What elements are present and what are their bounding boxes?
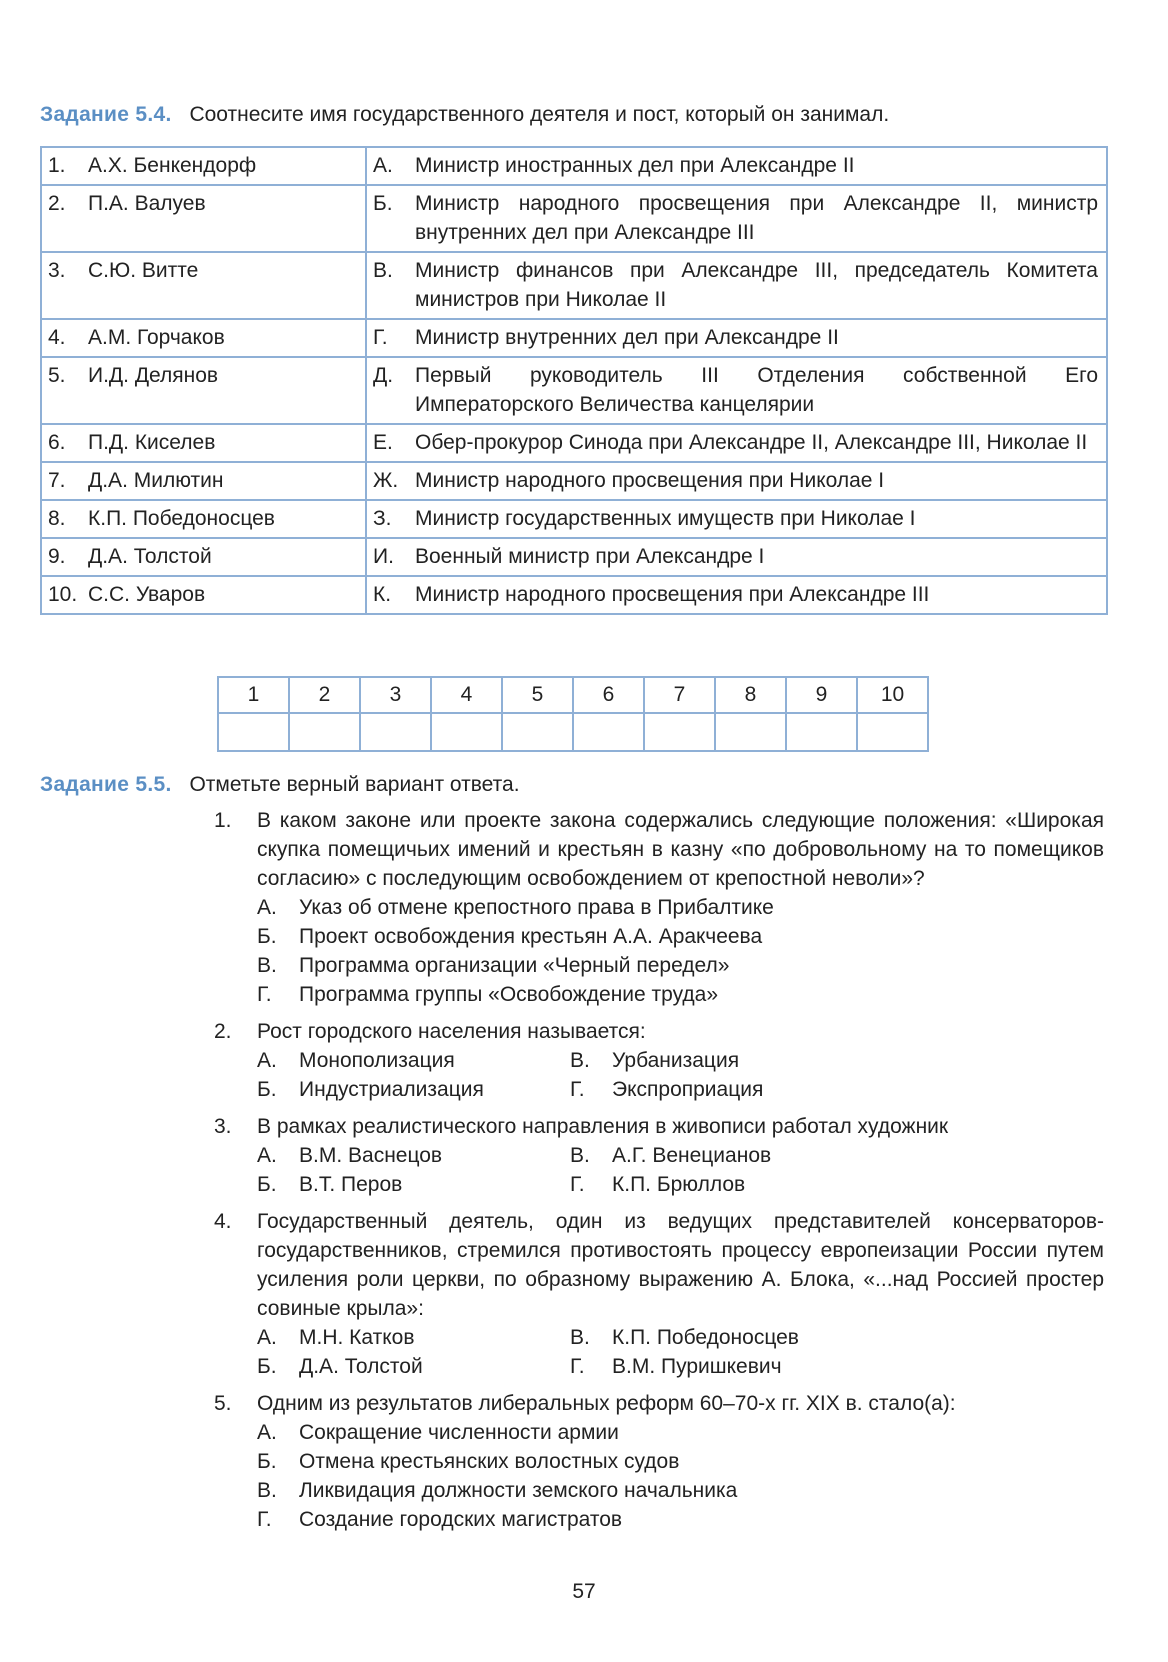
post-text: Министр внутренних дел при Александре II: [415, 326, 839, 349]
answer-header-cell: 6: [573, 677, 644, 713]
post-letter: И.: [373, 545, 394, 568]
answer-input-cell[interactable]: [573, 713, 644, 751]
option-letter: Б.: [257, 1173, 277, 1196]
answer-grid-blank-row: [218, 713, 928, 751]
answer-header-cell: 5: [502, 677, 573, 713]
option-letter: Г.: [570, 1173, 585, 1196]
post-cell: [366, 357, 1107, 424]
option-text: М.Н. Катков: [299, 1326, 415, 1349]
row-number: 9.: [48, 545, 66, 568]
name-cell: [41, 576, 366, 614]
task-5-4-heading: [40, 102, 889, 128]
option-letter: Б.: [257, 1355, 277, 1378]
option-text: Индустриализация: [299, 1078, 484, 1101]
option-text: Создание городских магистратов: [299, 1508, 623, 1531]
post-cell: [366, 185, 1107, 252]
statesman-name: А.М. Горчаков: [88, 326, 225, 349]
answer-option[interactable]: [570, 1323, 1104, 1352]
option-letter: В.: [570, 1144, 590, 1167]
statesman-name: П.А. Валуев: [88, 192, 206, 215]
row-number: 3.: [48, 259, 66, 282]
option-text: Д.А. Толстой: [299, 1355, 423, 1378]
option-letter: Б.: [257, 925, 277, 948]
row-number: 7.: [48, 469, 66, 492]
post-letter: Ж.: [373, 469, 399, 492]
post-letter: В.: [373, 259, 393, 282]
task-5-5-heading: [40, 772, 520, 798]
table-row: [41, 252, 1107, 319]
answer-header-cell: 7: [644, 677, 715, 713]
answer-option[interactable]: [257, 1447, 1104, 1476]
question-number: 2.: [214, 1020, 232, 1043]
statesman-name: Д.А. Милютин: [88, 469, 224, 492]
matching-table: [40, 146, 1108, 615]
answer-input-cell[interactable]: [857, 713, 928, 751]
name-cell: [41, 462, 366, 500]
post-cell: [366, 500, 1107, 538]
row-number: 4.: [48, 326, 66, 349]
answer-option[interactable]: [257, 1075, 570, 1104]
option-text: В.Т. Перов: [299, 1173, 403, 1196]
option-letter: В.: [257, 1479, 277, 1502]
options-group: [257, 1323, 1104, 1381]
name-cell: [41, 185, 366, 252]
option-text: Проект освобождения крестьян А.А. Аракчеева: [299, 925, 763, 948]
post-text: Военный министр при Александре I: [415, 545, 765, 568]
option-letter: Б.: [257, 1450, 277, 1473]
post-cell: [366, 462, 1107, 500]
answer-option[interactable]: [257, 1323, 570, 1352]
table-row: [41, 424, 1107, 462]
answer-input-cell[interactable]: [289, 713, 360, 751]
option-letter: А.: [257, 1144, 277, 1167]
task-5-5-instruction: Отметьте верный вариант ответа.: [189, 773, 520, 796]
table-row: [41, 462, 1107, 500]
options-group: [257, 893, 1104, 1009]
table-row: [41, 357, 1107, 424]
question-item: [214, 806, 1104, 1009]
table-row: [41, 319, 1107, 357]
option-text: В.М. Васнецов: [299, 1144, 443, 1167]
option-letter: В.: [257, 954, 277, 977]
post-letter: Г.: [373, 326, 388, 349]
post-letter: К.: [373, 583, 392, 606]
option-letter: В.: [570, 1326, 590, 1349]
post-cell: [366, 538, 1107, 576]
post-cell: [366, 576, 1107, 614]
option-text: Урбанизация: [612, 1049, 740, 1072]
answer-input-cell[interactable]: [786, 713, 857, 751]
row-number: 8.: [48, 507, 66, 530]
row-number: 1.: [48, 154, 66, 177]
options-group: [257, 1141, 1104, 1199]
name-cell: [41, 500, 366, 538]
question-item: [214, 1207, 1104, 1381]
question-text: В каком законе или проекте закона содержались следующие положения: «Широкая скупка помещичьих имений и крестьян в казну «по добровольному на то помещиков согласию» с последующим освобождением от крепостной неволи»?: [257, 809, 1104, 890]
answer-grid: [217, 676, 929, 752]
row-number: 10.: [48, 583, 78, 606]
answer-option[interactable]: [257, 1476, 1104, 1505]
post-letter: Д.: [373, 364, 394, 387]
answer-option[interactable]: [257, 980, 1104, 1009]
question-number: 5.: [214, 1392, 232, 1415]
option-text: Экспроприация: [612, 1078, 764, 1101]
question-text: Рост городского населения называется:: [257, 1020, 646, 1043]
post-text: Министр государственных имуществ при Николае I: [415, 507, 916, 530]
answer-input-cell[interactable]: [218, 713, 289, 751]
answer-option[interactable]: [257, 922, 1104, 951]
table-row: [41, 500, 1107, 538]
options-group: [257, 1418, 1104, 1534]
answer-option[interactable]: [257, 1352, 570, 1381]
name-cell: [41, 538, 366, 576]
option-letter: Г.: [570, 1355, 585, 1378]
answer-input-cell[interactable]: [431, 713, 502, 751]
answer-header-cell: 4: [431, 677, 502, 713]
question-text: Одним из результатов либеральных реформ 60–70-х гг. XIX в. стало(а):: [257, 1392, 956, 1415]
question-item: [214, 1389, 1104, 1534]
row-number: 2.: [48, 192, 66, 215]
option-text: К.П. Победоносцев: [612, 1326, 799, 1349]
name-cell: [41, 319, 366, 357]
option-text: Монополизация: [299, 1049, 455, 1072]
name-cell: [41, 424, 366, 462]
post-text: Министр народного просвещения при Александре II, министр внутренних дел при Александре III: [415, 192, 1098, 244]
answer-header-cell: 3: [360, 677, 431, 713]
task-5-5-label: Задание 5.5.: [40, 773, 172, 796]
option-letter: Г.: [257, 1508, 272, 1531]
name-cell: [41, 357, 366, 424]
answer-input-cell[interactable]: [644, 713, 715, 751]
option-text: В.М. Пуришкевич: [612, 1355, 782, 1378]
post-letter: Е.: [373, 431, 393, 454]
option-text: Указ об отмене крепостного права в Прибалтике: [299, 896, 774, 919]
page-number: 57: [572, 1580, 596, 1603]
table-row: [41, 147, 1107, 185]
answer-option[interactable]: [257, 1046, 570, 1075]
question-text: В рамках реалистического направления в живописи работал художник: [257, 1115, 949, 1138]
post-text: Министр иностранных дел при Александре II: [415, 154, 855, 177]
post-letter: Б.: [373, 192, 393, 215]
question-number: 1.: [214, 809, 232, 832]
post-cell: [366, 147, 1107, 185]
answer-option[interactable]: [570, 1141, 1104, 1170]
post-cell: [366, 319, 1107, 357]
post-cell: [366, 252, 1107, 319]
option-letter: А.: [257, 1326, 277, 1349]
option-letter: А.: [257, 1421, 277, 1444]
table-row: [41, 576, 1107, 614]
post-text: Первый руководитель III Отделения собственной Его Императорского Величества канцелярии: [415, 364, 1098, 416]
name-cell: [41, 147, 366, 185]
statesman-name: Д.А. Толстой: [88, 545, 212, 568]
row-number: 5.: [48, 364, 66, 387]
answer-option[interactable]: [257, 893, 1104, 922]
answer-option[interactable]: [257, 1170, 570, 1199]
statesman-name: С.Ю. Витте: [88, 259, 199, 282]
option-letter: Г.: [570, 1078, 585, 1101]
option-text: Сокращение численности армии: [299, 1421, 619, 1444]
option-letter: В.: [570, 1049, 590, 1072]
question-item: [214, 1112, 1104, 1199]
table-row: [41, 185, 1107, 252]
answer-option[interactable]: [570, 1075, 1104, 1104]
option-letter: Б.: [257, 1078, 277, 1101]
option-letter: А.: [257, 896, 277, 919]
option-text: К.П. Брюллов: [612, 1173, 746, 1196]
answer-header-cell: 1: [218, 677, 289, 713]
answer-option[interactable]: [570, 1352, 1104, 1381]
answer-header-cell: 10: [857, 677, 928, 713]
task-5-4-label: Задание 5.4.: [40, 103, 172, 126]
question-text: Государственный деятель, один из ведущих представителей консерваторов-государственников, стремился противостоять процессу европеизации России путем усиления роли церкви, по образному выражению А. Блока, «...над Россией простер совиные крыла»:: [257, 1210, 1104, 1320]
option-text: Программа группы «Освобождение труда»: [299, 983, 719, 1006]
row-number: 6.: [48, 431, 66, 454]
statesman-name: К.П. Победоносцев: [88, 507, 275, 530]
question-number: 4.: [214, 1210, 232, 1233]
answer-option[interactable]: [570, 1170, 1104, 1199]
answer-option[interactable]: [257, 1418, 1104, 1447]
task-5-4-instruction: Соотнесите имя государственного деятеля и пост, который он занимал.: [189, 103, 890, 126]
question-item: [214, 1017, 1104, 1104]
answer-option[interactable]: [257, 1505, 1104, 1534]
answer-option[interactable]: [257, 951, 1104, 980]
option-text: Программа организации «Черный передел»: [299, 954, 730, 977]
options-group: [257, 1046, 1104, 1104]
question-number: 3.: [214, 1115, 232, 1138]
answer-input-cell[interactable]: [360, 713, 431, 751]
post-text: Обер-прокурор Синода при Александре II, Александре III, Николае II: [415, 431, 1088, 454]
statesman-name: П.Д. Киселев: [88, 431, 216, 454]
answer-input-cell[interactable]: [715, 713, 786, 751]
post-text: Министр народного просвещения при Александре III: [415, 583, 930, 606]
option-text: Отмена крестьянских волостных судов: [299, 1450, 680, 1473]
post-cell: [366, 424, 1107, 462]
post-letter: З.: [373, 507, 392, 530]
answer-option[interactable]: [257, 1141, 570, 1170]
answer-header-cell: 2: [289, 677, 360, 713]
table-row: [41, 538, 1107, 576]
post-text: Министр народного просвещения при Николае I: [415, 469, 885, 492]
answer-header-cell: 8: [715, 677, 786, 713]
questions-list: [214, 806, 1104, 1542]
option-text: Ликвидация должности земского начальника: [299, 1479, 738, 1502]
answer-option[interactable]: [570, 1046, 1104, 1075]
option-letter: Г.: [257, 983, 272, 1006]
option-text: А.Г. Венецианов: [612, 1144, 772, 1167]
post-text: Министр финансов при Александре III, председатель Комитета министров при Николае II: [415, 259, 1098, 311]
statesman-name: И.Д. Делянов: [88, 364, 219, 387]
post-letter: А.: [373, 154, 393, 177]
option-letter: А.: [257, 1049, 277, 1072]
statesman-name: А.Х. Бенкендорф: [88, 154, 257, 177]
name-cell: [41, 252, 366, 319]
answer-input-cell[interactable]: [502, 713, 573, 751]
answer-grid-header-row: [218, 677, 928, 713]
statesman-name: С.С. Уваров: [88, 583, 206, 606]
answer-header-cell: 9: [786, 677, 857, 713]
